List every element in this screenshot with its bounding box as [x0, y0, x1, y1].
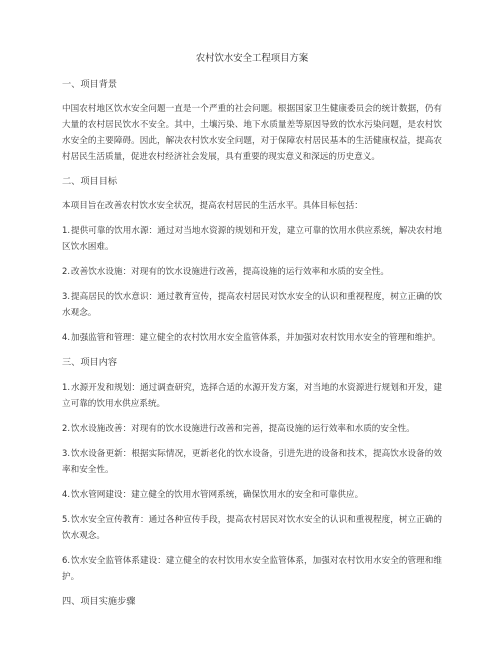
content-item-number: 5.: [62, 514, 70, 524]
content-item-text: 饮水管网建设：建立健全的饮用水管网系统，确保饮用水的安全和可靠供应。: [71, 490, 364, 500]
goal-item: [62, 329, 442, 346]
goal-item-text: 改善饮水设施：对现有的饮水设施进行改善，提高设施的运行效率和水质的安全性。: [71, 267, 389, 277]
content-item: [62, 420, 442, 437]
content-item: [62, 552, 442, 585]
content-item-text: 水源开发和规划：通过调查研究，选择合适的水源开发方案，对当地的水资源进行规划和开发，建立可靠的饮用水供应系统。: [62, 383, 442, 409]
content-item-text: 饮水设施改善：对现有的饮水设施进行改善和完善，提高设施的运行效率和水质的安全性。: [71, 424, 415, 434]
content-item-number: 2.: [62, 423, 70, 433]
content-item: [62, 486, 442, 503]
section-heading-content: 三、项目内容: [62, 357, 118, 368]
section-heading-goals: 二、项目目标: [62, 176, 118, 187]
section-heading-background: 一、项目背景: [62, 79, 118, 90]
content-item: [62, 379, 442, 412]
background-paragraph: 中国农村地区饮水安全问题一直是一个严重的社会问题。根据国家卫生健康委员会的统计数据，仍有大量的农村居民饮水不安全。其中，土壤污染、地下水质量差等原因导致的饮水污染问题，是农村饮水安全的主要障碍。因此，解决农村饮水安全问题，对于保障农村居民基本的生活健康权益，提高农村居民生活质量，促进农村经济社会发展，具有重要的现实意义和深远的历史意义。: [62, 104, 442, 162]
goal-item: [62, 263, 442, 280]
goal-item-number: 3.: [62, 291, 70, 301]
goals-intro-paragraph: 本项目旨在改善农村饮水安全状况，提高农村居民的生活水平。具体目标包括：: [62, 201, 363, 211]
content-item: [62, 511, 442, 544]
goal-item: [62, 288, 442, 321]
goal-item-number: 4.: [62, 332, 70, 342]
goal-item-number: 2.: [62, 266, 70, 276]
goal-item-number: 1.: [62, 225, 70, 235]
content-item-text: 饮水设备更新：根据实际情况，更新老化的饮水设备，引进先进的设备和技术，提高饮水设备的效率和安全性。: [62, 449, 442, 475]
content-item: [62, 445, 442, 478]
goal-item-text: 提高居民的饮水意识：通过教育宣传，提高农村居民对饮水安全的认识和重视程度，树立正确的饮水观念。: [62, 292, 442, 318]
content-item-number: 3.: [62, 448, 70, 458]
content-item-number: 1.: [62, 382, 70, 392]
document-title: 农村饮水安全工程项目方案: [195, 53, 309, 64]
content-item-number: 6.: [62, 555, 70, 565]
goal-item-text: 提供可靠的饮用水源：通过对当地水资源的规划和开发，建立可靠的饮用水供应系统，解决农村地区饮水困难。: [62, 226, 442, 252]
goal-item-text: 加强监管和管理：建立健全的农村饮用水安全监管体系，并加强对农村饮用水安全的管理和维护。: [71, 333, 441, 343]
section-heading-implementation: 四、项目实施步骤: [62, 596, 136, 607]
content-item-text: 饮水安全宣传教育：通过各种宣传手段，提高农村居民对饮水安全的认识和重视程度，树立正确的饮水观念。: [62, 515, 442, 541]
goal-item: [62, 222, 442, 255]
content-item-number: 4.: [62, 489, 70, 499]
document-page: [62, 52, 442, 618]
content-item-text: 饮水安全监管体系建设：建立健全的农村饮用水安全监管体系，加强对农村饮用水安全的管理和维护。: [62, 556, 442, 582]
